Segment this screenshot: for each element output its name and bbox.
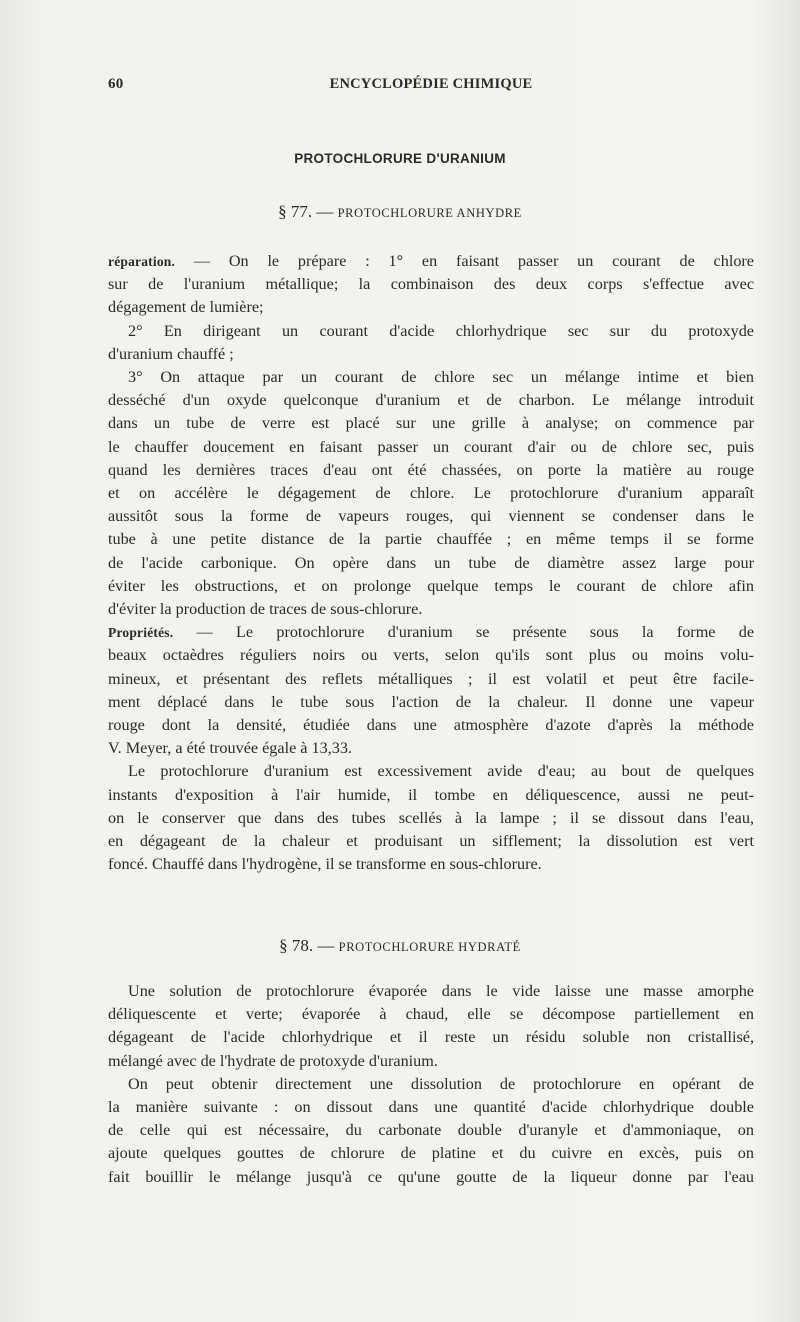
body-line: de celle qui est nécessaire, du carbonate double d'uranyle et d'ammoniaque, on (108, 1121, 754, 1140)
journal-title: ENCYCLOPÉDIE CHIMIQUE (329, 76, 533, 92)
body-line: Le protochlorure d'uranium est excessivement avide d'eau; au bout de quelques (128, 762, 754, 781)
body-line: en dégageant de la chaleur et produisant un sifflement; la dissolution est vert (108, 832, 754, 851)
body-line: On peut obtenir directement une dissolution de protochlorure en opérant de (128, 1074, 754, 1093)
body-line: la manière suivante : on dissout dans une quantité d'acide chlorhydrique double (108, 1098, 754, 1117)
body-line: tube à une petite distance de la partie chauffée ; en même temps il se forme (108, 530, 754, 549)
body-line: éviter les obstructions, et on prolonge quelque temps le courant de chlore afin (108, 576, 754, 595)
body-line: V. Meyer, a été trouvée égale à 13,33. (108, 739, 353, 758)
section-77-title: PROTOCHLORURE ANHYDRE (337, 206, 522, 220)
section-78-heading (0, 936, 800, 956)
section-78-title: PROTOCHLORURE HYDRATÉ (338, 940, 521, 954)
chapter-title: PROTOCHLORURE D'URANIUM (294, 151, 506, 166)
body-line: dégageant de l'acide chlorhydrique et il reste un résidu soluble non cristallisé, (108, 1028, 754, 1047)
section-77-heading (0, 202, 800, 222)
run-in-dash: — (196, 623, 213, 642)
body-line: le chauffer doucement en faisant passer un courant d'air ou de chlore sec, puis (108, 437, 754, 456)
body-line: de l'acide carbonique. On opère dans un tube de diamètre assez large pour (108, 553, 754, 572)
body-line: 3° On attaque par un courant de chlore sec un mélange intime et bien (128, 368, 754, 387)
body-line: et on accélère le dégagement de chlore. Le protochlorure d'uranium apparaît (108, 484, 754, 503)
body-line: mélangé avec de l'hydrate de protoxyde d'uranium. (108, 1051, 438, 1070)
body-line: d'uranium chauffé ; (108, 344, 234, 363)
section-77-body (108, 250, 754, 876)
body-line: déliquescente et verte; évaporée à chaud, elle se décompose partiellement en (108, 1005, 754, 1024)
body-line: instants d'exposition à l'air humide, il tombe en déliquescence, aussi ne peut- (108, 785, 754, 804)
body-line: dégagement de lumière; (108, 298, 264, 317)
section-78-dash: — (317, 936, 335, 955)
body-line: réparation. — On le prépare : 1° en faisant passer un courant de chlore (108, 252, 754, 270)
body-line: aussitôt sous la forme de vapeurs rouges, qui viennent se condenser dans le (108, 507, 754, 526)
body-line: quand les dernières traces d'eau ont été chassées, on porte la matière au rouge (108, 460, 754, 479)
body-line: mineux, et présentant des reflets métalliques ; il est volatil et peut être facile- (108, 669, 754, 688)
body-line: rouge dont la densité, étudiée dans une atmosphère d'azote d'après la méthode (108, 716, 754, 735)
body-line: on le conserver que dans des tubes scellés à la lampe ; il se dissout dans l'eau, (108, 808, 754, 827)
body-line: Propriétés. — Le protochlorure d'uranium se présente sous la forme de (108, 623, 754, 642)
body-line: foncé. Chauffé dans l'hydrogène, il se transforme en sous-chlorure. (108, 855, 542, 874)
body-line: Une solution de protochlorure évaporée dans le vide laisse une masse amorphe (128, 982, 754, 1000)
body-line: 2° En dirigeant un courant d'acide chlorhydrique sec sur du protoxyde (128, 321, 754, 340)
body-line: desséché d'un oxyde quelconque d'uranium et de charbon. Le mélange introduit (108, 391, 754, 410)
run-in-preparation: réparation. (108, 254, 176, 269)
running-head (108, 76, 754, 98)
body-line: dans un tube de verre est placé sur une grille à analyse; on commence par (108, 414, 754, 433)
body-line: ajoute quelques gouttes de chlorure de platine et du cuivre en excès, puis on (108, 1144, 754, 1163)
body-line: beaux octaèdres réguliers noirs ou verts, selon qu'ils sont plus ou moins volu- (108, 646, 754, 665)
run-in-dash: — (193, 252, 211, 270)
body-line: d'éviter la production de traces de sous-chlorure. (108, 600, 423, 619)
section-78-body (108, 980, 754, 1189)
section-78-number: § 78. (279, 936, 314, 955)
section-77-dash: — (316, 202, 334, 221)
body-line: fait bouillir le mélange jusqu'à ce qu'une goutte de la liqueur donne par l'eau (108, 1167, 754, 1186)
section-77-number: § 77. (278, 202, 313, 221)
run-in-proprietes: Propriétés. (108, 625, 174, 641)
body-line: ment déplacé dans le tube sous l'action de la chaleur. Il donne une vapeur (108, 692, 754, 711)
body-line: sur de l'uranium métallique; la combinaison des deux corps s'effectue avec (108, 275, 754, 294)
page-number: 60 (108, 76, 124, 92)
